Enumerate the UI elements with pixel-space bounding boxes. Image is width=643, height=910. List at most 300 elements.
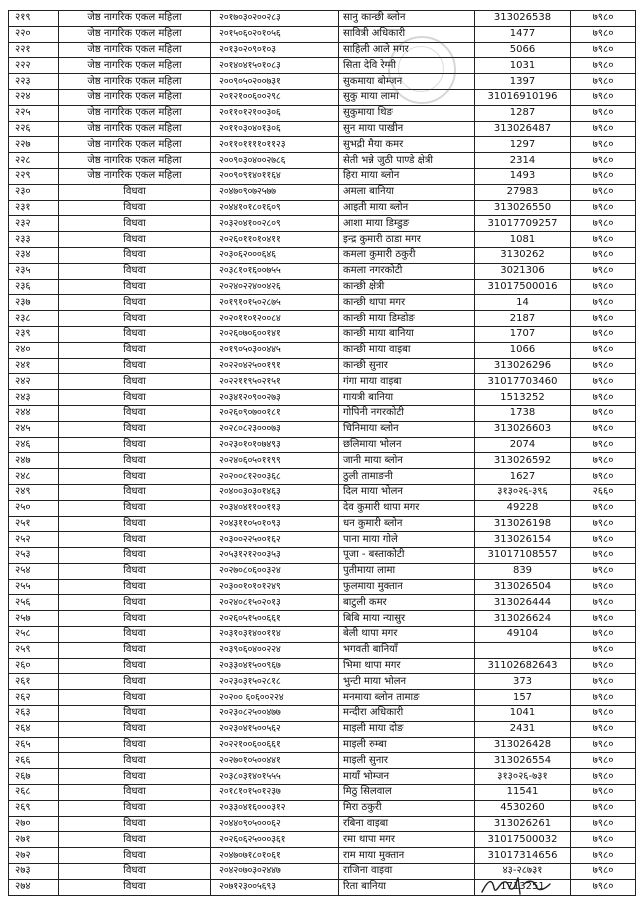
table-row xyxy=(9,800,636,816)
amount-cell: ७९८० xyxy=(571,563,636,579)
amount-cell: ७९८० xyxy=(571,42,636,58)
category-cell: विधवा xyxy=(59,279,211,295)
id-number-cell: २०२६०११०१०४११ xyxy=(211,232,339,248)
table-row xyxy=(9,737,636,753)
beneficiary-name-cell: गोपिनी नगरकोटी xyxy=(339,405,475,421)
id-number-cell: २०२२०४२५००१९१ xyxy=(211,358,339,374)
category-cell: विधवा xyxy=(59,848,211,864)
beneficiary-name-cell: सेती भन्ने जुठी पाण्डे क्षेत्री xyxy=(339,153,475,169)
id-number-cell: २०२६०७०६००१४१ xyxy=(211,326,339,342)
table-row xyxy=(9,137,636,153)
account-number-cell: 5066 xyxy=(475,42,571,58)
beneficiary-name-cell: पुतीमाया लामा xyxy=(339,563,475,579)
amount-cell: ७९८० xyxy=(571,453,636,469)
category-cell: विधवा xyxy=(59,232,211,248)
serial-number-cell: २६७ xyxy=(9,769,59,785)
beneficiary-name-cell: पूजा - बस्ताकोटी xyxy=(339,548,475,564)
table-row xyxy=(9,216,636,232)
serial-number-cell: २२३ xyxy=(9,74,59,90)
serial-number-cell: २७२ xyxy=(9,848,59,864)
category-cell: जेष्ठ नागरिक एकल महिला xyxy=(59,42,211,58)
category-cell: जेष्ठ नागरिक एकल महिला xyxy=(59,89,211,105)
account-number-cell: 31017314656 xyxy=(475,848,571,864)
serial-number-cell: २५८ xyxy=(9,627,59,643)
amount-cell: ७९८० xyxy=(571,374,636,390)
office-stamp xyxy=(388,36,456,104)
table-row xyxy=(9,548,636,564)
serial-number-cell: २७१ xyxy=(9,832,59,848)
account-number-cell: 373 xyxy=(475,674,571,690)
beneficiary-name-cell: सावित्री अधिकारी xyxy=(339,26,475,42)
serial-number-cell: २५१ xyxy=(9,516,59,532)
category-cell: विधवा xyxy=(59,295,211,311)
beneficiary-name-cell: राम माया मुक्तान xyxy=(339,848,475,864)
amount-cell: ७९८० xyxy=(571,247,636,263)
serial-number-cell: २७० xyxy=(9,816,59,832)
table-row xyxy=(9,263,636,279)
serial-number-cell: २३६ xyxy=(9,279,59,295)
id-number-cell: २०२६०६२५०००३६१ xyxy=(211,832,339,848)
category-cell: विधवा xyxy=(59,311,211,327)
table-row xyxy=(9,579,636,595)
account-number-cell: 313026550 xyxy=(475,200,571,216)
amount-cell: ७९८० xyxy=(571,690,636,706)
beneficiary-name-cell: कान्छी माया बानिया xyxy=(339,326,475,342)
amount-cell: ७९८० xyxy=(571,674,636,690)
id-number-cell: २०१२१००६००२९८ xyxy=(211,89,339,105)
beneficiary-name-cell: भुन्टी माया भोलन xyxy=(339,674,475,690)
beneficiary-name-cell: साहिली आले मगर xyxy=(339,42,475,58)
beneficiary-name-cell: फुलमाया मुक्तान xyxy=(339,579,475,595)
id-number-cell: २०३००२२५००१६२ xyxy=(211,532,339,548)
account-number-cell: 31102682643 xyxy=(475,658,571,674)
serial-number-cell: २५३ xyxy=(9,548,59,564)
category-cell: विधवा xyxy=(59,832,211,848)
beneficiary-name-cell: मिठु सिलवाल xyxy=(339,785,475,801)
amount-cell: ७९८० xyxy=(571,89,636,105)
category-cell: विधवा xyxy=(59,469,211,485)
account-number-cell: 1713251 xyxy=(475,879,571,895)
amount-cell: ७९८० xyxy=(571,864,636,880)
amount-cell: ७९८० xyxy=(571,74,636,90)
amount-cell: ७९८० xyxy=(571,390,636,406)
beneficiary-name-cell: सानु कान्छी ब्लोन xyxy=(339,11,475,27)
account-number-cell: 4530260 xyxy=(475,800,571,816)
category-cell: विधवा xyxy=(59,358,211,374)
category-cell: विधवा xyxy=(59,769,211,785)
amount-cell: ७९८० xyxy=(571,11,636,27)
table-row xyxy=(9,769,636,785)
account-number-cell: 49228 xyxy=(475,500,571,516)
beneficiary-name-cell: बिबि माया न्यासुर xyxy=(339,611,475,627)
serial-number-cell: २६३ xyxy=(9,706,59,722)
beneficiary-name-cell: सिता देवि रेग्मी xyxy=(339,58,475,74)
beneficiary-name-cell: जानी माया ब्लोन xyxy=(339,453,475,469)
beneficiary-name-cell: चिनिमाया ब्लोन xyxy=(339,421,475,437)
id-number-cell: २०४७०९०७२५७७ xyxy=(211,184,339,200)
table-row xyxy=(9,247,636,263)
amount-cell: ७९८० xyxy=(571,579,636,595)
id-number-cell: २०२७०८०६००३२४ xyxy=(211,563,339,579)
amount-cell: ७९८० xyxy=(571,58,636,74)
table-row xyxy=(9,405,636,421)
table-row xyxy=(9,627,636,643)
account-number-cell: 2074 xyxy=(475,437,571,453)
account-number-cell: 31016910196 xyxy=(475,89,571,105)
table-row xyxy=(9,706,636,722)
category-cell: विधवा xyxy=(59,658,211,674)
id-number-cell: २०१४०४१५०१०८३ xyxy=(211,58,339,74)
category-cell: विधवा xyxy=(59,374,211,390)
account-number-cell: 2431 xyxy=(475,721,571,737)
amount-cell: ७९८० xyxy=(571,706,636,722)
beneficiary-name-cell: रिता बानिया xyxy=(339,879,475,895)
beneficiary-name-cell: मायाँ भोम्जन xyxy=(339,769,475,785)
table-row xyxy=(9,168,636,184)
account-number-cell: 31017703460 xyxy=(475,374,571,390)
id-number-cell: २०१८१०१५०१२३७ xyxy=(211,785,339,801)
serial-number-cell: २५२ xyxy=(9,532,59,548)
category-cell: विधवा xyxy=(59,611,211,627)
category-cell: विधवा xyxy=(59,785,211,801)
amount-cell: ७९८० xyxy=(571,658,636,674)
account-number-cell: 1738 xyxy=(475,405,571,421)
category-cell: विधवा xyxy=(59,342,211,358)
account-number-cell: 157 xyxy=(475,690,571,706)
amount-cell: ७९८० xyxy=(571,326,636,342)
account-number-cell: 1627 xyxy=(475,469,571,485)
amount-cell: ७९८० xyxy=(571,26,636,42)
table-row xyxy=(9,421,636,437)
beneficiary-name-cell: रमा थापा मगर xyxy=(339,832,475,848)
account-number-cell: 1297 xyxy=(475,137,571,153)
category-cell: विधवा xyxy=(59,484,211,500)
table-row xyxy=(9,26,636,42)
id-number-cell: २०४७०७१८०१०६१ xyxy=(211,848,339,864)
table-row xyxy=(9,516,636,532)
account-number-cell: 1066 xyxy=(475,342,571,358)
table-row xyxy=(9,658,636,674)
id-number-cell: २०१३०२०९०१०३ xyxy=(211,42,339,58)
category-cell: विधवा xyxy=(59,579,211,595)
amount-cell: ७९८० xyxy=(571,753,636,769)
id-number-cell: २०२२११९५०२१५१ xyxy=(211,374,339,390)
beneficiary-name-cell: भिमा थापा मगर xyxy=(339,658,475,674)
table-row xyxy=(9,89,636,105)
account-number-cell xyxy=(475,642,571,658)
category-cell: जेष्ठ नागरिक एकल महिला xyxy=(59,121,211,137)
category-cell: विधवा xyxy=(59,326,211,342)
id-number-cell: २०११०३०४०१३०६ xyxy=(211,121,339,137)
category-cell: विधवा xyxy=(59,674,211,690)
beneficiary-name-cell: कमला कुमारी ठकुरी xyxy=(339,247,475,263)
amount-cell: ७९८० xyxy=(571,216,636,232)
category-cell: जेष्ठ नागरिक एकल महिला xyxy=(59,11,211,27)
amount-cell: ७९८० xyxy=(571,232,636,248)
table-row xyxy=(9,595,636,611)
category-cell: विधवा xyxy=(59,532,211,548)
serial-number-cell: २४४ xyxy=(9,405,59,421)
beneficiary-name-cell: भगवती बानियाँ xyxy=(339,642,475,658)
serial-number-cell: २२५ xyxy=(9,105,59,121)
id-number-cell: २०३८१०१६००७५५ xyxy=(211,263,339,279)
category-cell: विधवा xyxy=(59,690,211,706)
category-cell: विधवा xyxy=(59,642,211,658)
account-number-cell: 313026444 xyxy=(475,595,571,611)
serial-number-cell: २६२ xyxy=(9,690,59,706)
amount-cell: ७९८० xyxy=(571,184,636,200)
serial-number-cell: २४७ xyxy=(9,453,59,469)
amount-cell: ७९८० xyxy=(571,548,636,564)
amount-cell: ७९८० xyxy=(571,279,636,295)
serial-number-cell: २४१ xyxy=(9,358,59,374)
category-cell: विधवा xyxy=(59,737,211,753)
account-number-cell: 313026554 xyxy=(475,753,571,769)
category-cell: विधवा xyxy=(59,548,211,564)
table-row xyxy=(9,279,636,295)
account-number-cell: ३१३०२६-३९६ xyxy=(475,484,571,500)
amount-cell: ७९८० xyxy=(571,816,636,832)
id-number-cell: २०५३१२१२००३५३ xyxy=(211,548,339,564)
table-row xyxy=(9,832,636,848)
account-number-cell: 31017500032 xyxy=(475,832,571,848)
table-row xyxy=(9,342,636,358)
account-number-cell: 1031 xyxy=(475,58,571,74)
serial-number-cell: २३४ xyxy=(9,247,59,263)
serial-number-cell: २३५ xyxy=(9,263,59,279)
category-cell: विधवा xyxy=(59,595,211,611)
category-cell: जेष्ठ नागरिक एकल महिला xyxy=(59,153,211,169)
table-row xyxy=(9,563,636,579)
serial-number-cell: २२९ xyxy=(9,168,59,184)
id-number-cell: २०३३०४१६०००३१२ xyxy=(211,800,339,816)
account-number-cell: 1041 xyxy=(475,706,571,722)
account-number-cell: 31017500016 xyxy=(475,279,571,295)
account-number-cell: ३१३०२६-७३१ xyxy=(475,769,571,785)
table-row xyxy=(9,232,636,248)
amount-cell: ७९८० xyxy=(571,627,636,643)
serial-number-cell: २६८ xyxy=(9,785,59,801)
beneficiary-name-cell: धन कुमारी ब्लोन xyxy=(339,516,475,532)
table-row xyxy=(9,785,636,801)
table-row xyxy=(9,690,636,706)
serial-number-cell: २३३ xyxy=(9,232,59,248)
amount-cell: ७९८० xyxy=(571,532,636,548)
category-cell: विधवा xyxy=(59,421,211,437)
id-number-cell: २०४४१०१८०१६०९ xyxy=(211,200,339,216)
beneficiary-name-cell: माइली सुनार xyxy=(339,753,475,769)
beneficiary-name-cell: छलिमाया भोलन xyxy=(339,437,475,453)
table-row xyxy=(9,311,636,327)
id-number-cell: २०३४०४११००११३ xyxy=(211,500,339,516)
serial-number-cell: २५४ xyxy=(9,563,59,579)
amount-cell: ७९८० xyxy=(571,721,636,737)
serial-number-cell: २३२ xyxy=(9,216,59,232)
table-row xyxy=(9,326,636,342)
table-row xyxy=(9,453,636,469)
amount-cell: ७९८० xyxy=(571,358,636,374)
beneficiary-name-cell: गंगा माया वाइबा xyxy=(339,374,475,390)
account-number-cell: 3021306 xyxy=(475,263,571,279)
table-body xyxy=(9,11,636,896)
beneficiary-name-cell: मनमाया ब्लोन तामाङ xyxy=(339,690,475,706)
serial-number-cell: २४० xyxy=(9,342,59,358)
category-cell: जेष्ठ नागरिक एकल महिला xyxy=(59,74,211,90)
category-cell: विधवा xyxy=(59,437,211,453)
beneficiary-name-cell: आइती माया ब्लोन xyxy=(339,200,475,216)
account-number-cell: 1081 xyxy=(475,232,571,248)
serial-number-cell: २४३ xyxy=(9,390,59,406)
beneficiary-name-cell: माइली रुम्बा xyxy=(339,737,475,753)
category-cell: विधवा xyxy=(59,200,211,216)
category-cell: विधवा xyxy=(59,563,211,579)
table-row xyxy=(9,390,636,406)
account-number-cell: 2314 xyxy=(475,153,571,169)
serial-number-cell: २२८ xyxy=(9,153,59,169)
id-number-cell: २०३०६२०००६४६ xyxy=(211,247,339,263)
id-number-cell: २००९०९१४०११६४ xyxy=(211,168,339,184)
id-number-cell: २०२३०१०१०७४९३ xyxy=(211,437,339,453)
table-row xyxy=(9,816,636,832)
table-row xyxy=(9,469,636,485)
serial-number-cell: २२४ xyxy=(9,89,59,105)
beneficiary-name-cell: कान्छी माया डिम्डोङ xyxy=(339,311,475,327)
amount-cell: ७९८० xyxy=(571,421,636,437)
account-number-cell: 14 xyxy=(475,295,571,311)
table-row xyxy=(9,42,636,58)
serial-number-cell: २२६ xyxy=(9,121,59,137)
id-number-cell: २०२३०४१५००५६२ xyxy=(211,721,339,737)
category-cell: विधवा xyxy=(59,721,211,737)
amount-cell: ७९८० xyxy=(571,642,636,658)
table-row xyxy=(9,848,636,864)
amount-cell: ७९८० xyxy=(571,437,636,453)
beneficiary-name-cell: हिरा माया ब्लोन xyxy=(339,168,475,184)
id-number-cell: २०२६०९०७००१८१ xyxy=(211,405,339,421)
serial-number-cell: २४६ xyxy=(9,437,59,453)
account-number-cell: 313026504 xyxy=(475,579,571,595)
amount-cell: ७९८० xyxy=(571,469,636,485)
table-row xyxy=(9,105,636,121)
category-cell: विधवा xyxy=(59,390,211,406)
id-number-cell: २०३८०३१४०१५५५ xyxy=(211,769,339,785)
category-cell: विधवा xyxy=(59,706,211,722)
category-cell: विधवा xyxy=(59,500,211,516)
account-number-cell: 313026296 xyxy=(475,358,571,374)
id-number-cell: २०२२१००६००६६१ xyxy=(211,737,339,753)
account-number-cell: 313026261 xyxy=(475,816,571,832)
beneficiary-name-cell: कान्छी सुनार xyxy=(339,358,475,374)
id-number-cell: २०२३०३१५०२८१८ xyxy=(211,674,339,690)
account-number-cell: 3130262 xyxy=(475,247,571,263)
amount-cell: ७९८० xyxy=(571,105,636,121)
id-number-cell: २०२७०१०५००४४१ xyxy=(211,753,339,769)
id-number-cell: २०२०० ६०६००२२४ xyxy=(211,690,339,706)
account-number-cell: 1707 xyxy=(475,326,571,342)
serial-number-cell: २३० xyxy=(9,184,59,200)
beneficiary-name-cell: बाटुली कमर xyxy=(339,595,475,611)
beneficiary-name-cell: सुकुमाया थिङ xyxy=(339,105,475,121)
amount-cell: ७९८० xyxy=(571,153,636,169)
beneficiary-name-cell: सुभद्री मैया कमर xyxy=(339,137,475,153)
amount-cell: ७९८० xyxy=(571,800,636,816)
serial-number-cell: २३९ xyxy=(9,326,59,342)
table-row xyxy=(9,121,636,137)
account-number-cell: 1513252 xyxy=(475,390,571,406)
beneficiary-name-cell: माइली माया दोङ xyxy=(339,721,475,737)
serial-number-cell: २६४ xyxy=(9,721,59,737)
id-number-cell: २०३००१०१०१२४९ xyxy=(211,579,339,595)
table-row xyxy=(9,295,636,311)
account-number-cell: 313026428 xyxy=(475,737,571,753)
table-row xyxy=(9,674,636,690)
beneficiary-name-cell: कान्छी माया वाइबा xyxy=(339,342,475,358)
id-number-cell: २००९०३०४००२७८६ xyxy=(211,153,339,169)
category-cell: विधवा xyxy=(59,516,211,532)
serial-number-cell: २७३ xyxy=(9,864,59,880)
serial-number-cell: २३१ xyxy=(9,200,59,216)
amount-cell: ७९८० xyxy=(571,611,636,627)
account-number-cell: 313026154 xyxy=(475,532,571,548)
serial-number-cell: २४५ xyxy=(9,421,59,437)
serial-number-cell: २५५ xyxy=(9,579,59,595)
beneficiary-name-cell: अमला बानिया xyxy=(339,184,475,200)
amount-cell: ७९८० xyxy=(571,200,636,216)
category-cell: विधवा xyxy=(59,627,211,643)
id-number-cell: २००९०५०२००७३१ xyxy=(211,74,339,90)
category-cell: विधवा xyxy=(59,879,211,895)
account-number-cell: 31017709257 xyxy=(475,216,571,232)
account-number-cell: 27983 xyxy=(475,184,571,200)
serial-number-cell: २६९ xyxy=(9,800,59,816)
beneficiary-name-cell: मिरा ठकुरी xyxy=(339,800,475,816)
id-number-cell: २०२४०२२४००४२६ xyxy=(211,279,339,295)
table-row xyxy=(9,437,636,453)
account-number-cell: 313026592 xyxy=(475,453,571,469)
account-number-cell: 1477 xyxy=(475,26,571,42)
account-number-cell: 31017108557 xyxy=(475,548,571,564)
account-number-cell: 313026538 xyxy=(475,11,571,27)
id-number-cell: २०२६०५१५००६६१ xyxy=(211,611,339,627)
serial-number-cell: २५९ xyxy=(9,642,59,658)
amount-cell: ७९८० xyxy=(571,737,636,753)
beneficiary-name-cell: सुकु माया लामा xyxy=(339,89,475,105)
amount-cell: २६६० xyxy=(571,484,636,500)
account-number-cell: 313026487 xyxy=(475,121,571,137)
category-cell: विधवा xyxy=(59,405,211,421)
serial-number-cell: २३७ xyxy=(9,295,59,311)
amount-cell: ७९८० xyxy=(571,405,636,421)
category-cell: विधवा xyxy=(59,800,211,816)
id-number-cell: २०२८०८२३०००७३ xyxy=(211,421,339,437)
table-row xyxy=(9,184,636,200)
beneficiary-name-cell: सुन माया पाखीन xyxy=(339,121,475,137)
account-number-cell: 313026603 xyxy=(475,421,571,437)
account-number-cell: 1397 xyxy=(475,74,571,90)
account-number-cell: 313026624 xyxy=(475,611,571,627)
serial-number-cell: २७४ xyxy=(9,879,59,895)
id-number-cell: २०२४०६०५०११९९ xyxy=(211,453,339,469)
serial-number-cell: २६६ xyxy=(9,753,59,769)
serial-number-cell: २४९ xyxy=(9,484,59,500)
id-number-cell: २०२३०८२५००४७७ xyxy=(211,706,339,722)
serial-number-cell: २२१ xyxy=(9,42,59,58)
account-number-cell: 313026198 xyxy=(475,516,571,532)
table-row xyxy=(9,721,636,737)
beneficiary-name-cell: सुकमाया बोम्जन xyxy=(339,74,475,90)
beneficiary-name-cell: गायत्री बानिया xyxy=(339,390,475,406)
beneficiary-table xyxy=(8,10,636,896)
